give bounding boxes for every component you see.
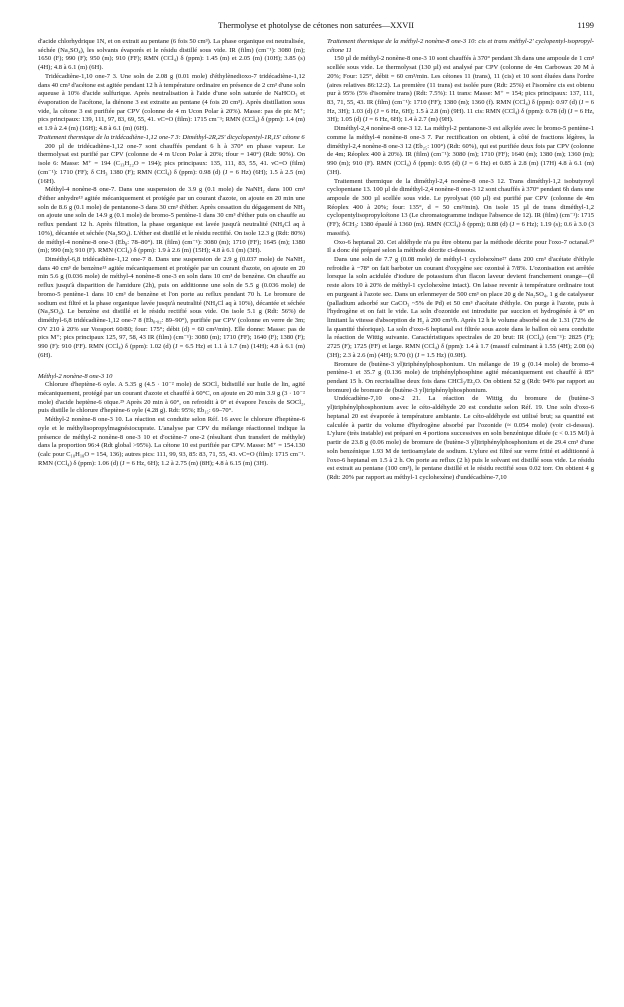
section-title: Méthyl-2 nonène-8 one-3 10 (38, 372, 113, 380)
running-title: Thermolyse et photolyse de cétones non saturées—XXVII (218, 21, 414, 30)
paragraph: 200 µl de tridécadiène-1,12 one-7 sont chauffés pendant 6 h à 370° en phase vapeur. Le thermolysat est purifié par CPV (colonne de 4 m Ucon Polar à 20%; tfour = 140°) (Rdt: 90%). On isole 6: Masse: M⁺ = 194 (C₁₃H₂₂O = 194); pics principaux: 135, 111, 83, 55, 41. νC=O (film) (cm⁻¹): 1710 (FF); δ CH₃ 1380 (F); RMN (CCl₄) δ (ppm): 0.98 (d) (J = 6 Hz) (6H); 1.5 à 2.5 (m) (16H). (38, 142, 305, 185)
paragraph: Tridécadiène-1,10 one-7 3. Une soln de 2.08 g (0.01 mole) d'éthylènedioxo-7 tridécadiène-1,12 dans 40 cm³ d'acétone est agitée pendant 12 h à température ordinaire en présence de 2 cm³ d'une soln aqueuse à 10% d'acide sulfurique. Après neutralisation à l'aide d'une soln saturée de NaHCO₃ et évaporation de l'acétone, la diénone 3 est extraite au pentane (4 fois 20 cm³). Après distillation sous vide, la cétone 3 est purifiée par CPV (colonne de 4 m Ucon Polar à 20%). Masse: pas de pic M⁺; pics principaux: 139, 111, 97, 83, 69, 55, 41. νC=O (film): 1715 cm⁻¹; RMN (CCl₄) δ (ppm): 1.4 (m) et 1.9 à 2.4 (m) (16H); 4.8 à 6.1 (m) (6H). (38, 72, 305, 133)
paragraph: Chlorure d'heptène-6 oyle. A 5.35 g (4.5 · 10⁻² mole) de SOCl₂ bidistillé sur huile de lin, agité mécaniquement, protégé par un courant d'azote et chauffé à 60°C, on ajoute en 20 min 3.9 g (3 · 10⁻² mole) d'acide heptène-6 oïque.²⁹ Après 20 min à 60°, on refroidit à 0° et évapore l'excès de SOCl₂, puis distille le chlorure d'heptène-6 oyle (4.28 g). Rdt: 95%; Eb₁₅: 69–70°. (38, 381, 305, 415)
paragraph: Traitement thermique de la diméthyl-2,4 nonène-8 one-3 12. Trans diméthyl-1,2 isobutyroyl cyclopentane 13. 100 µl de diméthyl-2,4 nonène-8 one-3 12 sont chauffés à 370° pendant 6h dans une ampoule de 300 µl scellée sous vide. Le pyrolysat (60 µl) est purifié par CPV (colonne de 4m Réoplex 400 à 20%; four: 135°, d = 50 cm³/min). On isole 15 µl de trans diméthyl-1,2 cyclopentylisopropylcétone 13 (Le chromatogramme indique l'absence de 12). IR (film) (cm⁻¹): 1715 (FF); δCH₃: 1380 épaulé à 1360 (m). RMN (CCl₄) δ (ppm); 0.88 (d) (J = 6 Hz); 1.19 (s); 0.6 à 3.0 (3 massifs). (327, 177, 594, 237)
section-title: Traitement thermique de la méthyl-2 nonène-8 one-3 10: cis et trans méthyl-2' cyclopentyl-isopropyl-cétone 11 (327, 38, 594, 54)
two-column-body (38, 38, 594, 483)
paragraph: Méthyl-2 nonène-8 one-3 10. La réaction est conduite selon Réf. 16 avec le chlorure d'heptène-6 oyle et le méthylisopropylmagnésiocuprate. L'analyse par CPV du mélange réactionnel indique la présence de méthyl-2 nonène-8 one-3 10 et d'octène-7 one-2 (résultant d'un transfert de méthyle) dans la proportion 96:4 (Rdt global >95%). La cétone 10 est purifiée par CPV. Masse: M⁺ = 154.130 (calc pour C₁₀H₁₈O = 154, 136); autres pics: 111, 99, 93, 85: 83, 71, 55, 43. νC=O (film): 1715 cm⁻¹. RMN (CCl₄) δ (ppm): 1.06 (d) (J = 6 Hz, 6H); 1.2 à 2.75 (m) (8H); 4.8 à 6.15 (m) (3H). (38, 416, 305, 467)
left-column (38, 38, 305, 483)
paragraph: Oxo-6 heptanal 20. Cet aldéhyde n'a pu être obtenu par la méthode décrite pour l'oxo-7 octanal.²⁰ Il a donc été préparé selon la méthode décrite ci-dessous. (327, 238, 594, 255)
paragraph: Bromure de (butène-3 yl)triphénylphosphonium. Un mélange de 19 g (0.14 mole) de bromo-4 pentène-1 et 35.7 g (0.136 mole) de triphénylphosphine agité mécaniquement est chauffé à 85° pendant 15 h. On recristallise deux fois dans CHCl₃/Et₂O. On obtient 52 g (Rdt: 94% par rapport au bromure) de bromure de (butène-3 yl)triphénylphosphonium. (327, 360, 594, 394)
paragraph: d'acide chlorhydrique 1N, et on extrait au pentane (6 fois 50 cm³). La phase organique est neutralisée, séchée (Na₂SO₄), les solvants évaporés et le résidu distillé sous vide. IR (film) (cm⁻¹): 3080 (m); 1650 (F); 990 (F); 950 (m); 910 (FF); RMN (CCl₄) δ (ppm): 1.45 (m) et 2.05 (m) (10H); 3.85 (s) (4H); 4.8 à 6.1 (m) (6H). (38, 38, 305, 72)
page-header (38, 18, 594, 38)
journal-page (38, 18, 594, 998)
paragraph: Dans une soln de 7.7 g (0.08 mole) de méthyl-1 cyclohexène²⁷ dans 200 cm³ d'acétate d'éthyle refroidie à −78° on fait barboter un courant d'oxygène sec ozonisé à 7/8%. L'ozonisation est arrêtée lorsque la soln acidulée d'iodure de potassium d'un flacon laveur devient franchement orange—(il reste alors 10 à 20% de méthyl-1 cyclohexène intact). On laisse revenir à température ordinaire tout en purgeant à l'azote sec. Dans un erlenmeyer de 500 cm³ on place 20 g de Na₂SO₄, 1 g de catalyseur (palladium adsorbé sur CaCO₃ ~5% de Pd) et 50 cm³ d'acétate d'éthyle. On purge à l'azote, puis à l'hydrogène et on fait le vide. La soln d'ozonide est introduite par succion et hydrogénée à 0° en limitant la vitesse d'absorption de H₂ à 200 cm³/h. Après 12 h le volume absorbé est de 1.31 (72% de la quantité théorique). La soln d'oxo-6 heptanal est filtrée sous azote dans le ballon où sera conduite la réaction de Wittig suivante. Caractéristiques spectrales de 20 brut: IR (CCl₄) (cm⁻¹): 2825 (F); 2725 (F); 1725 (FF) et large. RMN (CCl₄) δ (ppm): 1.4 à 1.7 (massif culminant à 1.55 (4H); 2.08 (s) (3H); 2.3 à 2.6 (m) (4H); 9.70 (t) (J = 1.5 Hz) (0.9H). (327, 255, 594, 359)
paragraph: 150 µl de méthyl-2 nonène-8 one-3 10 sont chauffés à 370° pendant 3h dans une ampoule de 1 cm³ scellée sous vide. Le thermolysat (130 µl) est analysé par CPV (colonne de 4m Carbowax 20 M à 20%; Four: 125°, débit = 60 cm³/min. Les cétones 11 (trans), 11 (cis) et 10 sont éluées dans l'ordre (aires relatives 86:12:2). La première (11 trans) est isolée pure (Rdt: 25%) et l'isomère cis est obtenu pur à 95% (5% d'isomère trans) (Rdt: 7.5%): 11 trans: Masse: M⁺ = 154; pics principaux: 137, 111, 83, 71, 55, 43. IR (film) (cm⁻¹): 1710 (FF); 1380 (m); 1360 (f). RMN (CCl₄) δ (ppm): 0.97 (d) (J = 6 Hz, 3H); 1.03 (d) (J = 6 Hz, 6H); 1.5 à 2.8 (m) (9H). 11 cis: RMN (CCl₄) δ (ppm): 0.78 (d) (J = 6 Hz, 3H); 1.05 (d) (J = 6 Hz, 6H); 1.4 à 2.7 (m) (9H). (327, 55, 594, 124)
paragraph: Diméthyl-6,8 tridécadiène-1,12 one-7 8. Dans une suspension de 2.9 g (0.037 mole) de NaNH₂ dans 40 cm³ de benzène¹³ agitée mécaniquement et protégée par un courant d'azote, on ajoute en 20 min 5.6 g (0.036 mole) de méthyl-4 nonène-8 one-3 en soln dans 10 cm³ de benzène. On chauffe au reflux jusqu'à disparition de l'amidure (2h), puis on additionne une soln de 5.5 g (0.036 mole) de bromo-5 pentène-1 dans 10 cm³ de benzène et l'on porte au reflux pendant 70 h. Le bromure de sodium est filtré et la phase organique lavée jusqu'à neutralité (NH₄Cl aq à 10%), décantée et séchée (Na₂SO₄). Le benzène est distillé et le résidu rectifié sous vide. On isole 5.1 g (Rdt: 56%) de diméthyl-6,8 tridécadiène-1,12 one-7 8 (Eb₀.₀₂: 89–90°), purifiée par CPV (colonne en verre de 3m; OV 210 à 20% sur Voraport 60/80; four: 175°; débit (d) = 60 cm³/min). Elle donne: Masse: pas de pics M⁺; pics principaux 125, 97, 58, 43 IR (film) (cm⁻¹): 3080 (m); 1710 (FF); 1640 (F); 1380 (F); 990 (F): 910 (FF). RMN (CCl₄) δ (ppm): 1.02 (d) (J = 6.5 Hz) et 1.1 à 1.7 (m) (14H); 4.8 à 6.1 (m) (6H). (38, 255, 305, 359)
paragraph: Undécadiène-7,10 one-2 21. La réaction de Wittig du bromure de (butène-3 yl)triphénylphosphonium avec le céto-aldéhyde 20 est conduite selon Réf. 19. Une soln d'oxo-6 heptanal 20 est évaporée à température ambiante. Le céto-aldéhyde est utilisé brut; sa quantité est calculée à partir du volume d'hydrogène absorbé par l'ozonide (≈ 0.054 mole) (voir ci-dessus). L'ylure (très instable) est préparé en 4 portions successives en soln benzénique diluée (c < 0.15 M/l) à partir de 23.8 g (0.06 mole) de bromure de (butène-3 yl)triphénylphosphonium et de 29.4 cm³ d'une soln benzénique 1.93 M de tertioamylate de sodium. L'ylure est filtré sur verre fritté et additionné à l'oxo-6 heptanal en 1.5 à 2 h. On porte au reflux (2 h) puis le solvant est distillé sous vide. Le résidu est extrait au pentane (100 cm³), le pentane distillé et le résidu rectifié sous 0.02 torr. On obtient 4 g (Rdt: 20% par rapport au méthyl-1 cyclohexène) d'undécadiène-7,10 (327, 395, 594, 481)
paragraph: Méthyl-4 nonène-8 one-7. Dans une suspension de 3.9 g (0.1 mole) de NaNH₂ dans 100 cm³ d'éther anhydre¹³ agitée mécaniquement et protégée par un courant d'azote, on ajoute en 20 min une soln de 8.6 g (0.1 mole) de pentanone-3 dans 30 cm³ d'éther. Après cessation du dégagement de NH₃ on ajoute une soln de 14.9 g (0.1 mole) de bromo-5 pentène-1 dans 30 cm³ d'éther puis on chauffe au reflux pendant 12 h. Après filtration, la phase organique est lavée jusqu'à neutralité (NH₄Cl aq à 10%), décantée et séchée (Na₂SO₄). L'éther est distillé et le résidu rectifié. On isole 12.3 g (Rdt: 80%) de méthyl-4 nonène-8 one-3 (Eb₈: 78–80°). IR (film) (cm⁻¹): 3080 (m); 1710 (FF); 1645 (m); 1380 (m); 990 (m); 910 (F). RMN (CCl₄) δ (ppm): 1.9 à 2.6 (m) (15H); 4.8 à 6.1 (m) (3H). (38, 186, 305, 255)
right-column (327, 38, 594, 483)
page-number: 1199 (577, 21, 594, 30)
paragraph: Diméthyl-2,4 nonène-8 one-3 12. La méthyl-2 pentanone-3 est alkylée avec le bromo-5 pentène-1 comme la méthyl-4 nonène-8 one-3 7. Par rectification on obtient, à côté de fractions légères, la diméthyl-2,4 nonène-8 one-3 12 (Eb₂₅: 100°) (Rdt: 60%), qui est purifiée deux fois par CPV (colonne de 4m; Réoplex 400 à 20%). IR (film) (cm⁻¹): 3080 (m); 1710 (FF); 1640 (m); 1380 (m); 1360 (m); 990 (m); 910 (F). RMN (CCl₄) δ (ppm): 0.95 (d) (J = 6 Hz) et 0.85 à 2.8 (m) (17H) 4.8 à 6.1 (m) (3H). (327, 125, 594, 176)
section-title: Traitement thermique de la tridécadiène-1,12 one-7 3: Diméthyl-2R,2S' dicyclopentyl-1R,1S' cétone 6 (38, 133, 305, 141)
